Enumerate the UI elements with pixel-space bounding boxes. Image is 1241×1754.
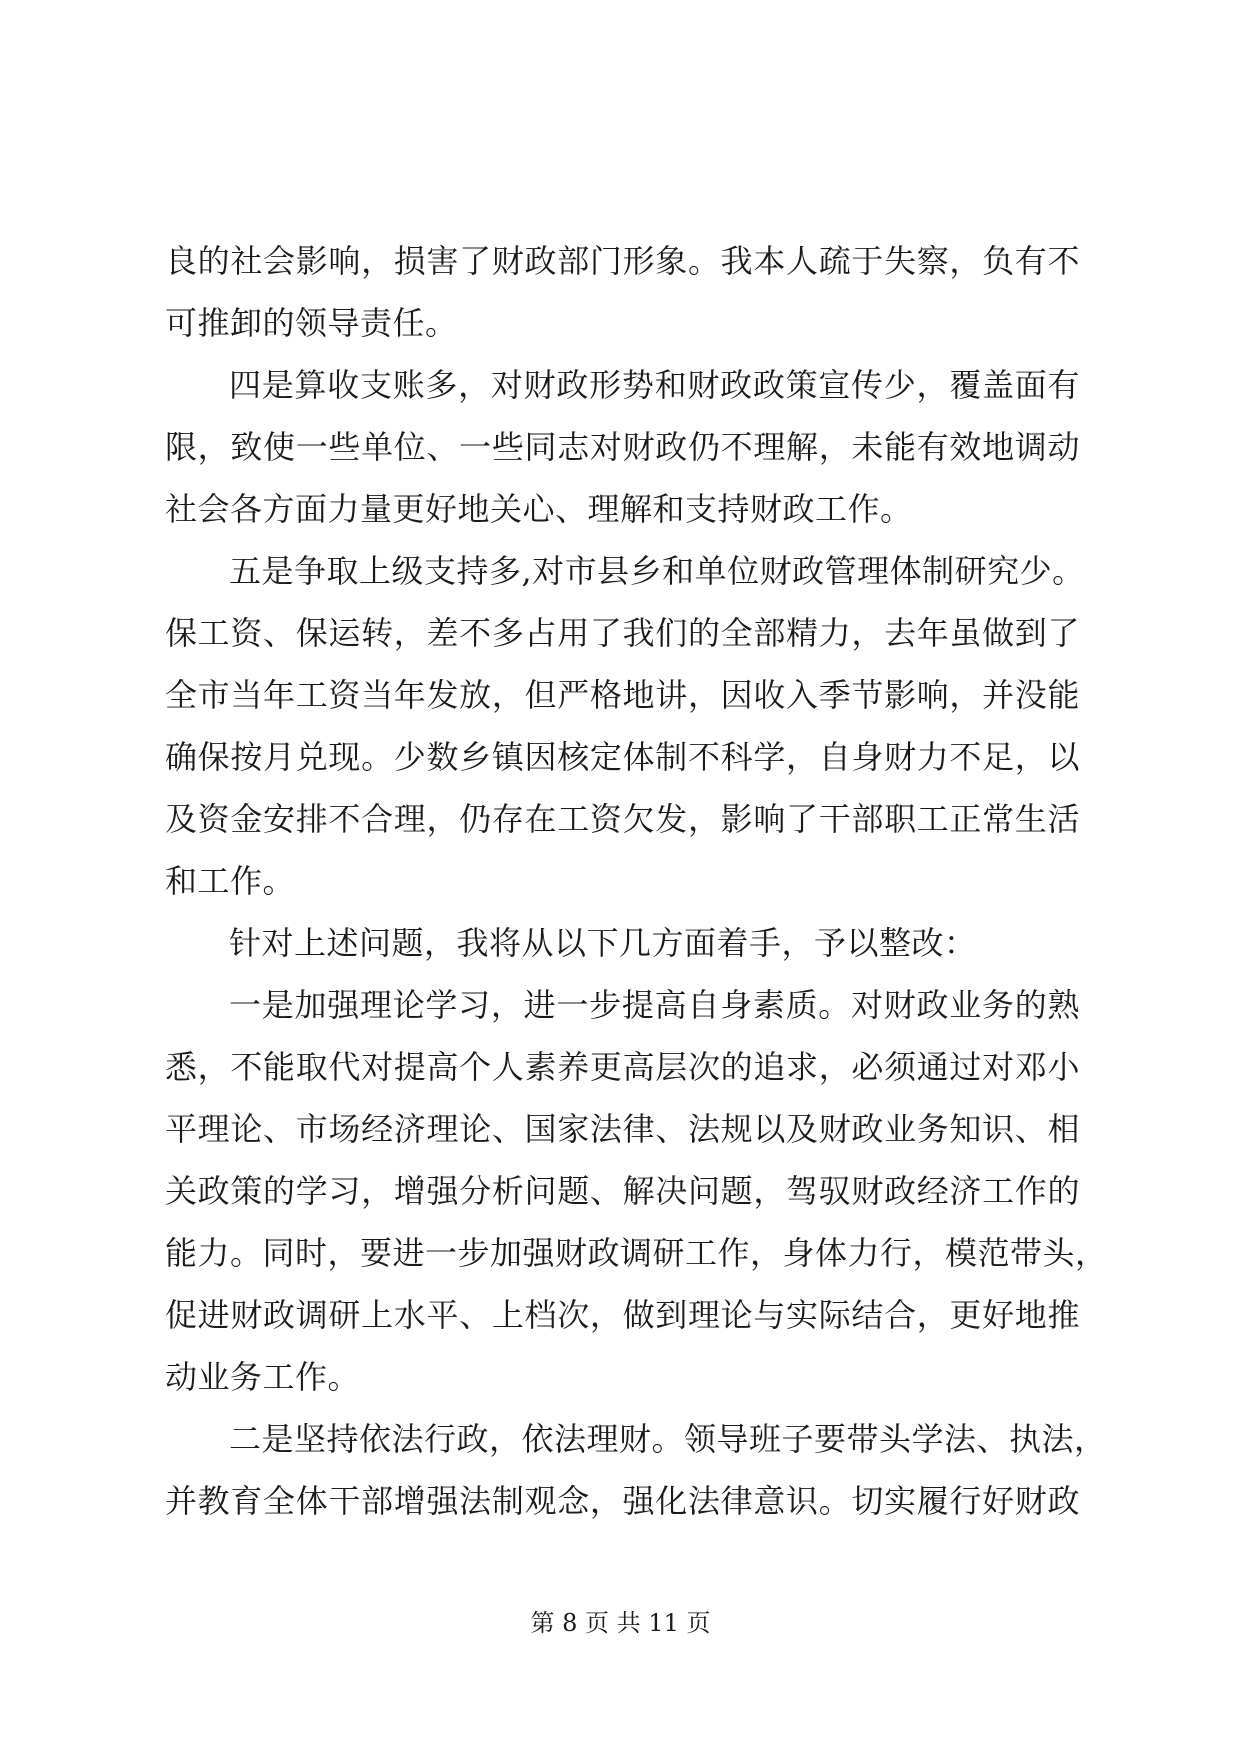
- text-line: 四是算收支账多，对财政形势和财政政策宣传少，覆盖面有: [229, 366, 1080, 404]
- text-line: 关政策的学习，增强分析问题、解决问题，驾驭财政经济工作的: [165, 1172, 1080, 1210]
- text-line: 能力。同时，要进一步加强财政调研工作，身体力行，模范带头，: [165, 1234, 1108, 1272]
- text-line: 限，致使一些单位、一些同志对财政仍不理解，未能有效地调动: [165, 428, 1080, 466]
- text-line: 全市当年工资当年发放，但严格地讲，因收入季节影响，并没能: [165, 676, 1080, 714]
- text-line: 一是加强理论学习，进一步提高自身素质。对财政业务的熟: [229, 986, 1080, 1024]
- text-line: 确保按月兑现。少数乡镇因核定体制不科学，自身财力不足，以: [165, 738, 1080, 776]
- text-line: 社会各方面力量更好地关心、理解和支持财政工作。: [165, 490, 913, 528]
- text-line: 和工作。: [165, 862, 296, 900]
- text-line: 针对上述问题，我将从以下几方面着手，予以整改：: [229, 924, 977, 962]
- text-line: 及资金安排不合理，仍存在工资欠发，影响了干部职工正常生活: [165, 800, 1080, 838]
- text-line: 五是争取上级支持多,对市县乡和单位财政管理体制研究少。: [229, 552, 1085, 590]
- text-line: 良的社会影响，损害了财政部门形象。我本人疏于失察，负有不: [165, 242, 1080, 280]
- text-line: 平理论、市场经济理论、国家法律、法规以及财政业务知识、相: [165, 1110, 1080, 1148]
- text-line: 二是坚持依法行政，依法理财。领导班子要带头学法、执法，: [229, 1420, 1107, 1458]
- text-line: 促进财政调研上水平、上档次，做到理论与实际结合，更好地推: [165, 1296, 1080, 1334]
- text-line: 并教育全体干部增强法制观念，强化法律意识。切实履行好财政: [165, 1482, 1080, 1520]
- document-body: [165, 230, 1108, 1532]
- text-line: 可推卸的领导责任。: [165, 304, 458, 342]
- text-line: 动业务工作。: [165, 1358, 361, 1396]
- text-line: 保工资、保运转，差不多占用了我们的全部精力，去年虽做到了: [165, 614, 1080, 652]
- text-line: 悉，不能取代对提高个人素养更高层次的追求，必须通过对邓小: [165, 1048, 1080, 1086]
- page-number-footer: 第 8 页 共 11 页: [530, 1609, 711, 1637]
